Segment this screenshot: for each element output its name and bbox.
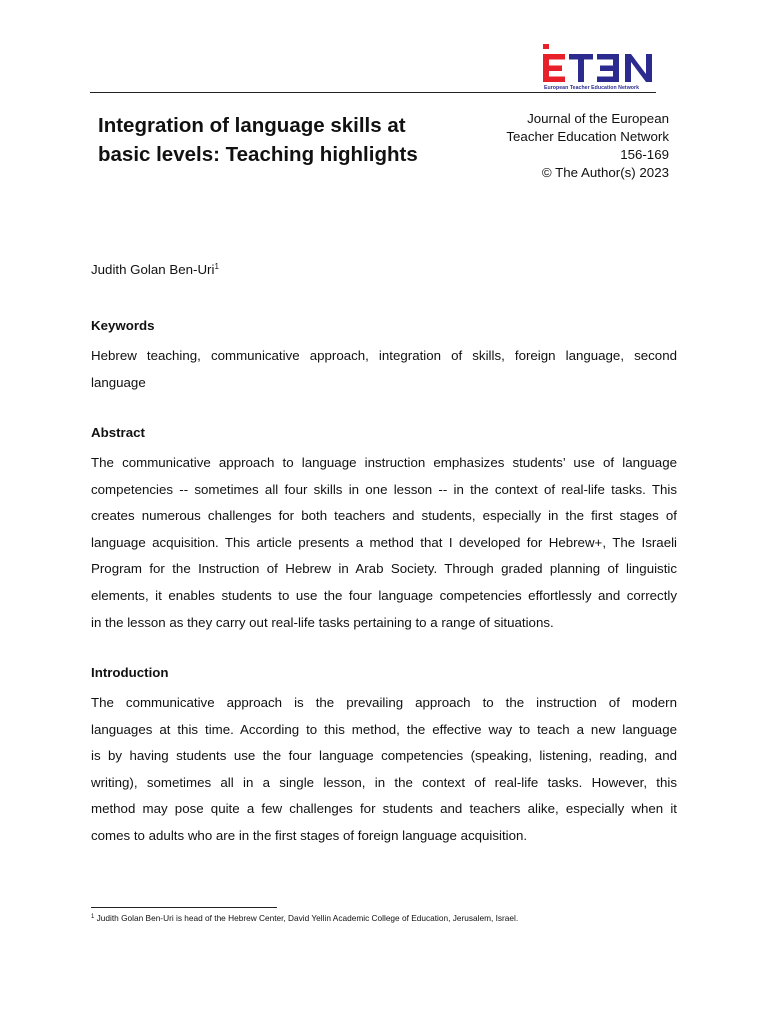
keywords-line: Hebrew teaching, communicative approach, integration of skills, foreign language, second: [91, 348, 677, 363]
introduction-line: method may pose quite a few challenges for students and teachers alike, especially when it: [91, 801, 677, 817]
logo-tagline: European Teacher Education Network: [544, 85, 639, 91]
article-title: Integration of language skills at basic levels: Teaching highlights: [98, 114, 418, 166]
eten-logo-mark: [543, 44, 655, 84]
abstract-line: in the lesson as they carry out real-life tasks pertaining to a range of situations.: [91, 614, 554, 630]
footnote-mark: 1: [91, 914, 95, 920]
introduction-line: The communicative approach is the prevailing approach to the instruction of modern: [91, 695, 677, 710]
abstract-line: elements, it enables students to use the four language competencies effortlessly and correctly: [91, 587, 677, 603]
introduction-line: writing), sometimes all in a single lesson, in the context of real-life tasks. However, this: [91, 774, 677, 790]
abstract-line: competencies -- sometimes all four skills in one lesson -- in the context of real-life tasks. This: [91, 481, 677, 497]
author-footnote-mark[interactable]: 1: [214, 262, 219, 271]
abstract-heading: Abstract: [91, 425, 145, 440]
footnote-rule: [91, 907, 277, 908]
footnote: [91, 913, 518, 923]
introduction-heading: Introduction: [91, 665, 169, 680]
author-line: [91, 262, 219, 277]
eten-logo: [543, 44, 655, 92]
keywords-heading: Keywords: [91, 318, 155, 333]
introduction-line: is by having students use the four language competencies (speaking, listening, reading, and: [91, 748, 677, 764]
introduction-section: [91, 664, 677, 850]
abstract-line: The communicative approach to language instruction emphasizes students’ use of language: [91, 455, 677, 470]
abstract-section: [91, 424, 677, 636]
abstract-text: [91, 450, 677, 636]
journal-info: [409, 110, 669, 182]
logo-letter-reversed-e: [597, 54, 619, 82]
journal-copyright: © The Author(s) 2023: [541, 165, 669, 180]
logo-letter-t: [569, 54, 593, 82]
header-rule: [90, 92, 656, 93]
introduction-text: [91, 690, 677, 850]
abstract-line: language acquisition. This article presents a method that I developed for Hebrew+, The Israeli: [91, 534, 677, 550]
journal-name-line2: Teacher Education Network: [506, 129, 669, 144]
keywords-section: [91, 317, 677, 396]
journal-pages: 156-169: [620, 147, 669, 162]
logo-letter-n: [625, 54, 652, 82]
footnote-text: Judith Golan Ben-Uri is head of the Hebrew Center, David Yellin Academic College of Education, Jerusalem, Israel.: [96, 913, 519, 923]
logo-i-dot: [543, 44, 549, 49]
introduction-line: languages at this time. According to this method, the effective way to teach a new language: [91, 721, 677, 737]
keywords-text: [91, 343, 677, 396]
author-name: Judith Golan Ben-Uri: [91, 262, 215, 277]
journal-name-line1: Journal of the European: [527, 111, 669, 126]
introduction-line: comes to adults who are in the first stages of foreign language acquisition.: [91, 827, 528, 843]
keywords-line: language: [91, 374, 146, 390]
abstract-line: Program for the Instruction of Hebrew in Arab Society. Through graded planning of linguistic: [91, 561, 677, 577]
logo-letter-e: [543, 54, 565, 82]
abstract-line: creates numerous challenges for both teachers and students, especially in the first stages of: [91, 508, 677, 524]
